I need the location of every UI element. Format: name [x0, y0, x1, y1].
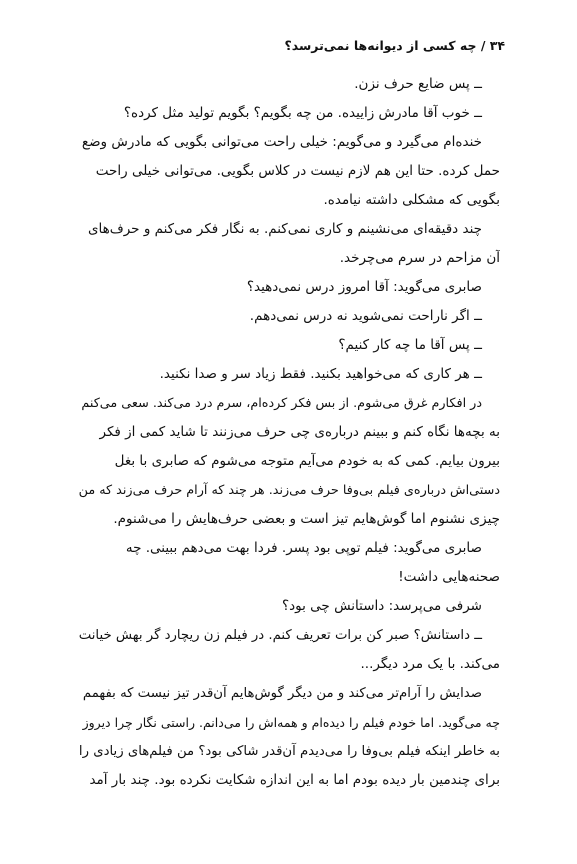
- text-line: می‌کند. با یک مرد دیگر...: [360, 656, 500, 672]
- text-line: شرفی می‌پرسد: داستانش چی بود؟: [281, 598, 482, 614]
- text-line: چیزی نشنوم اما گوش‌هایم تیز است و بعضی حرف‌هایش را می‌شنوم.: [113, 511, 500, 527]
- text-line: ــ اگر ناراحت نمی‌شوید نه درس نمی‌دهم.: [249, 308, 482, 324]
- text-line: صابری می‌گوید: فیلم توپی بود پسر. فردا بهت می‌دهم ببینی. چه: [125, 540, 482, 556]
- text-line: ــ داستانش؟ صبر کن برات تعریف کنم. در فیلم زن ریچارد گر بهش خیانت: [78, 628, 482, 643]
- text-line: بگویی که مشکلی داشته نیامده.: [323, 192, 500, 208]
- text-line: در افکارم غرق می‌شوم. از بس فکر کرده‌ام، سرم درد می‌کند. سعی می‌کنم: [81, 396, 482, 411]
- text-line: خنده‌ام می‌گیرد و می‌گویم: خیلی راحت می‌توانی بگویی که مادرش وضع: [81, 134, 482, 150]
- text-line: بیرون بیایم. کمی که به خودم می‌آیم متوجه می‌شوم که صابری با بغل: [114, 453, 500, 469]
- text-line: ــ هر کاری که می‌خواهید بکنید. فقط زیاد سر و صدا نکنید.: [159, 366, 482, 382]
- text-line: آن مزاحم در سرم می‌چرخد.: [339, 250, 500, 266]
- text-line: به بچه‌ها نگاه کنم و ببینم درباره‌ی چی حرف می‌زنند تا شاید کمی از فکر: [99, 424, 500, 440]
- text-line: برای چندمین بار دیده بودم اما به این اندازه شکایت نکرده بود. چند بار آمد: [89, 772, 500, 788]
- text-line: صدایش را آرام‌تر می‌کند و من دیگر گوش‌هایم آن‌قدر تیز نیست که بفهمم: [82, 686, 482, 701]
- text-line: چند دقیقه‌ای می‌نشینم و کاری نمی‌کنم. به نگار فکر می‌کنم و حرف‌های: [87, 221, 482, 237]
- text-line: صابری می‌گوید: آقا امروز درس نمی‌دهید؟: [246, 279, 482, 295]
- text-line: دستی‌اش درباره‌ی فیلم بی‌وفا حرف می‌زند. هر چند که آرام حرف می‌زند که من: [78, 483, 500, 498]
- running-header: ۳۴ / چه کسی از دیوانه‌ها نمی‌ترسد؟: [284, 38, 505, 53]
- body-text: [78, 70, 500, 795]
- text-line: چه می‌گوید. اما خودم فیلم را دیده‌ام و همه‌اش را می‌دانم. راستی نگار چرا دیروز: [82, 715, 500, 730]
- text-line: ــ پس آقا ما چه کار کنیم؟: [338, 337, 482, 353]
- text-line: به خاطر اینکه فیلم بی‌وفا را می‌دیدم آن‌قدر شاکی بود؟ من فیلم‌های زیادی را: [78, 744, 500, 759]
- text-line: صحنه‌هایی داشت!: [398, 569, 500, 585]
- text-line: ــ خوب آقا مادرش زاییده. من چه بگویم؟ بگویم تولید مثل کرده؟: [123, 105, 482, 121]
- text-line: حمل کرده. حتا این هم لازم نیست در کلاس بگویی. می‌توانی خیلی راحت: [95, 163, 500, 179]
- text-line: ــ پس ضایع حرف نزن.: [354, 76, 482, 92]
